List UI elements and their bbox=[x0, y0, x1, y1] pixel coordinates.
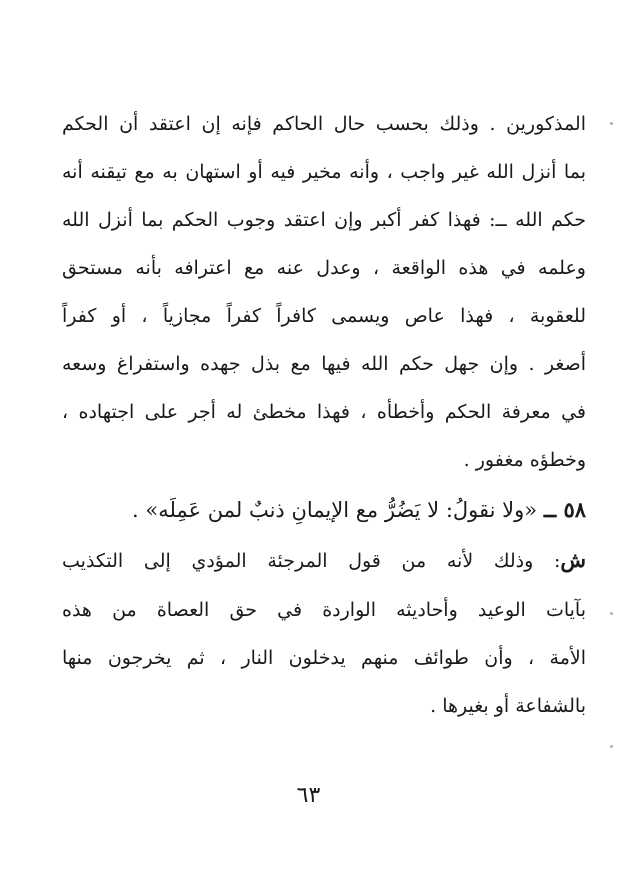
sharh-line bbox=[62, 540, 586, 580]
scan-speck bbox=[610, 745, 613, 748]
text-line: بآيات الوعيد وأحاديثه الواردة في حق العصاة من هذه bbox=[62, 599, 586, 621]
text-line: وخطؤه مغفور . bbox=[463, 449, 586, 471]
text-line: أصغر . وإن جهل حكم الله فيها مع بذل جهده واستفراغ وسعه bbox=[62, 353, 586, 375]
text-line: حكم الله ــ: فهذا كفر أكبر وإن اعتقد وجوب الحكم بما أنزل الله bbox=[62, 209, 586, 231]
text-line: الأمة ، وأن طوائف منهم يدخلون النار ، ثم يخرجون منها bbox=[62, 647, 586, 669]
text-line: وعلمه في هذه الواقعة ، وعدل عنه مع اعترافه بأنه مستحق bbox=[62, 257, 586, 279]
text-line: المذكورين . وذلك بحسب حال الحاكم فإنه إن اعتقد أن الحكم bbox=[62, 113, 586, 135]
sharh-marker: ش bbox=[560, 547, 586, 572]
text-line: في معرفة الحكم وأخطأه ، فهذا مخطئ له أجر على اجتهاده ، bbox=[62, 401, 586, 423]
text-line: للعقوبة ، فهذا عاص ويسمى كافراً كفراً مجازياً ، أو كفراً bbox=[62, 305, 586, 327]
text-line: بما أنزل الله غير واجب ، وأنه مخير فيه أو استهان به مع تيقنه أنه bbox=[62, 161, 586, 183]
text-line: بالشفاعة أو بغيرها . bbox=[430, 695, 586, 717]
scan-speck bbox=[610, 612, 613, 615]
sharh-first-line: : وذلك لأنه من قول المرجئة المؤدي إلى التكذيب bbox=[62, 550, 561, 572]
matn-text: «ولا نقولُ: لا يَضُرُّ مع الإيمانِ ذنبٌ لمن عَمِلَه» . bbox=[132, 498, 538, 522]
scan-speck bbox=[610, 122, 613, 125]
page-number: ٦٣ bbox=[296, 783, 321, 808]
matn-number: ٥٨ ــ bbox=[543, 497, 586, 522]
matn-line bbox=[62, 490, 586, 530]
